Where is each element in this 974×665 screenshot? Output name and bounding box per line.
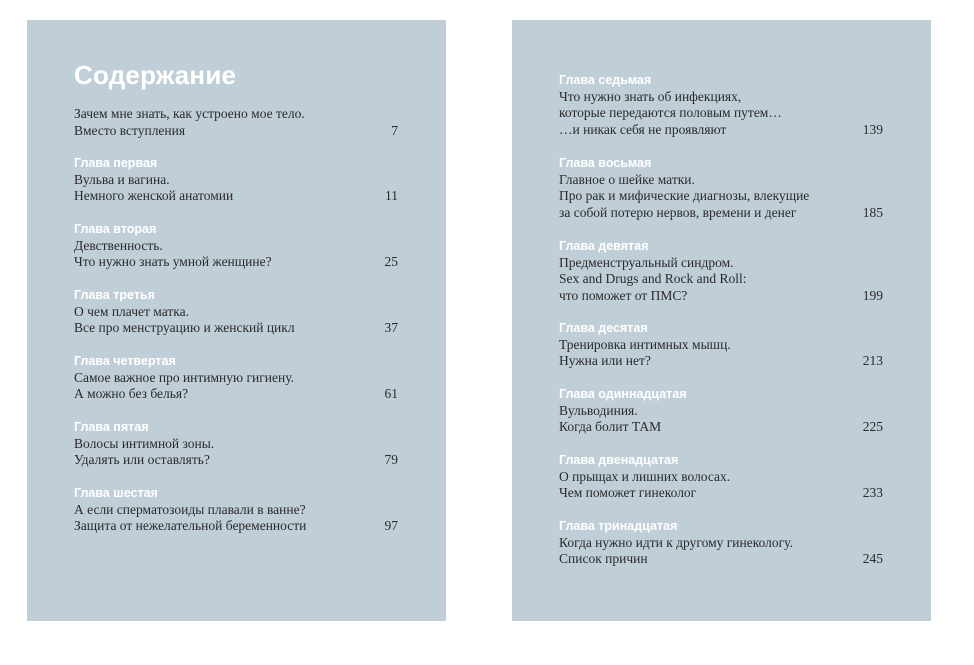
entry-line: Нужна или нет? (559, 353, 651, 368)
chapter-heading: Глава восьмая (559, 156, 652, 170)
entry-line: Вульва и вагина. (74, 171, 170, 187)
entry-line: Главное о шейке матки. (559, 171, 695, 187)
chapter-heading: Глава первая (74, 156, 158, 170)
toc-entry-chapter-5[interactable] (74, 419, 398, 469)
entry-line: О чем плачет матка. (74, 303, 190, 319)
entry-line: Список причин (559, 551, 648, 566)
toc-entry-chapter-6[interactable] (74, 485, 398, 535)
entry-line: Немного женской анатомии (74, 188, 234, 203)
entry-line: Чем поможет гинеколог (559, 485, 697, 500)
page-number: 11 (385, 188, 398, 203)
entry-line: Волосы интимной зоны. (74, 435, 215, 451)
entry-line: Зачем мне знать, как устроено мое тело. (74, 106, 305, 121)
chapter-heading: Глава третья (74, 288, 155, 302)
entry-line: Самое важное про интимную гигиену. (74, 369, 295, 385)
page-number: 213 (862, 353, 883, 368)
chapter-heading: Глава вторая (74, 222, 157, 236)
chapter-heading: Глава шестая (74, 486, 158, 500)
entry-line: …и никак себя не проявляют (559, 121, 727, 137)
chapter-heading: Глава четвертая (74, 354, 176, 368)
entry-line: А можно без белья? (74, 386, 189, 401)
page-number: 61 (384, 386, 398, 401)
entry-line: Sex and Drugs and Rock and Roll: (559, 271, 747, 286)
entry-line: О прыщах и лишних волосах. (559, 468, 731, 484)
entry-line: Девственность. (74, 237, 163, 253)
toc-entry-chapter-13[interactable] (559, 518, 883, 568)
page-number: 97 (384, 518, 398, 533)
left-page (27, 20, 446, 621)
page-number: 25 (384, 254, 398, 269)
toc-entry-chapter-1[interactable] (74, 155, 398, 205)
toc-entry-chapter-3[interactable] (74, 287, 398, 337)
toc-entry-intro[interactable] (74, 106, 398, 139)
entry-line: Все про менструацию и женский цикл (74, 320, 295, 335)
toc-entry-chapter-7[interactable] (559, 72, 883, 138)
page-number: 79 (384, 452, 398, 467)
toc-entry-chapter-8[interactable] (559, 155, 883, 221)
page-number: 185 (862, 204, 883, 220)
chapter-heading: Глава тринадцатая (559, 519, 678, 533)
entry-line: Вместо вступления (74, 122, 186, 138)
entry-line: которые передаются половым путем… (559, 105, 782, 120)
right-page (512, 20, 931, 621)
toc-entry-chapter-2[interactable] (74, 221, 398, 271)
chapter-heading: Глава седьмая (559, 73, 652, 87)
page-number: 245 (862, 551, 883, 566)
chapter-heading: Глава девятая (559, 239, 649, 253)
toc-entry-chapter-12[interactable] (559, 452, 883, 502)
entry-line: Удалять или оставлять? (74, 452, 210, 467)
entry-line: Тренировка интимных мышц. (559, 336, 731, 352)
toc-entry-chapter-4[interactable] (74, 353, 398, 403)
page-number: 225 (862, 419, 883, 434)
page-number: 139 (862, 121, 883, 137)
page-number: 199 (862, 287, 883, 303)
toc-entry-chapter-9[interactable] (559, 238, 883, 304)
entry-line: что поможет от ПМС? (559, 287, 688, 303)
chapter-heading: Глава десятая (559, 321, 648, 335)
chapter-heading: Глава одиннадцатая (559, 387, 687, 401)
entry-line: Когда болит ТАМ (559, 419, 662, 434)
entry-line: Вульводиния. (559, 402, 638, 418)
entry-line: Что нужно знать об инфекциях, (559, 88, 742, 104)
entry-line: Что нужно знать умной женщине? (74, 254, 272, 269)
entry-line: Про рак и мифические диагнозы, влекущие (559, 188, 810, 203)
entry-line: А если сперматозоиды плавали в ванне? (74, 501, 306, 517)
chapter-heading: Глава пятая (74, 420, 149, 434)
entry-line: за собой потерю нервов, времени и денег (559, 204, 797, 220)
entry-line: Предменструальный синдром. (559, 254, 734, 270)
chapter-heading: Глава двенадцатая (559, 453, 679, 467)
page-number: 7 (391, 122, 398, 138)
entry-line: Когда нужно идти к другому гинекологу. (559, 534, 793, 550)
page-number: 233 (862, 485, 883, 500)
entry-line: Защита от нежелательной беременности (74, 518, 307, 533)
page-number: 37 (384, 320, 398, 335)
page-title: Содержание (74, 60, 237, 90)
toc-entry-chapter-10[interactable] (559, 320, 883, 370)
toc-entry-chapter-11[interactable] (559, 386, 883, 436)
